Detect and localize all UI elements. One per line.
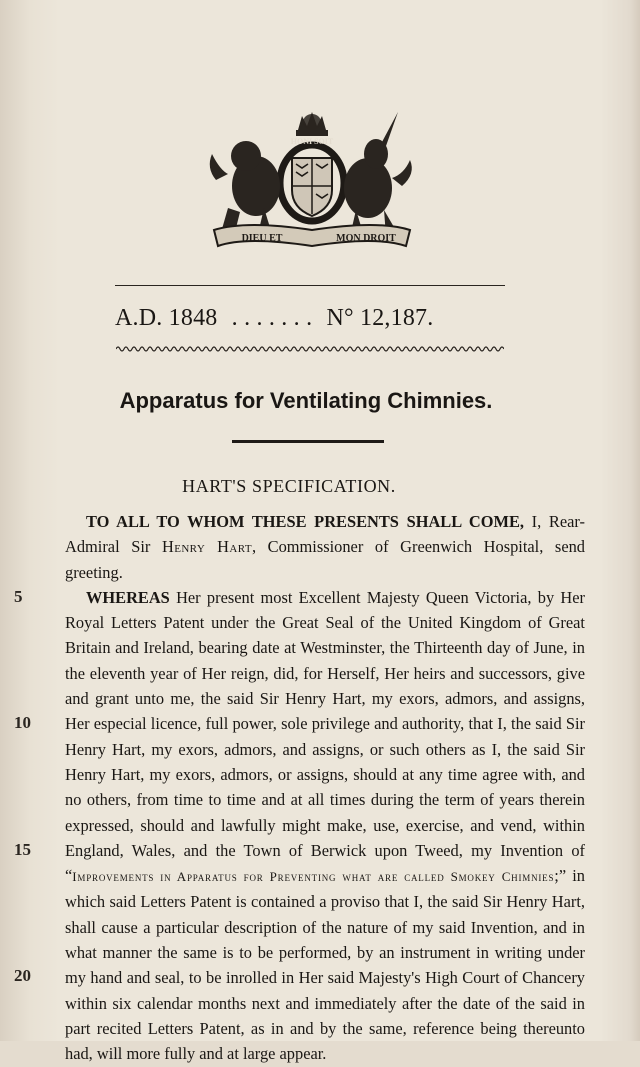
paragraph-preamble (65, 509, 585, 585)
header-rule (115, 285, 505, 286)
invention-title: Improvements in Apparatus for Preventing what are called Smokey Chimnies (72, 869, 555, 885)
wavy-rule (116, 345, 504, 353)
specification-heading: HART'S SPECIFICATION. (182, 476, 396, 496)
document-title: Apparatus for Ventilating Chimnies. (119, 388, 493, 413)
garter-motto-text: HONI SOIT (290, 137, 334, 146)
line-number: 10 (14, 713, 31, 732)
patent-year: A.D. 1848 (115, 305, 218, 331)
royal-coat-of-arms-icon (206, 108, 418, 250)
line-number: 15 (14, 840, 31, 859)
line-number: 5 (14, 587, 23, 606)
title-rule (232, 440, 384, 443)
preamble-lead: TO ALL TO WHOM THESE PRESENTS SHALL COME, (86, 512, 524, 531)
whereas-text: Her present most Excellent Majesty Queen Victoria, by Her Royal Letters Patent under the Great Seal of the United Kingdom of Great Britain and Ireland, bearing date at Westminster, the Thirteenth day of June, in the eleventh year of Her reign, did, for Herself, Her heirs and successors, give and grant unto me, the said Sir Henry Hart, my exors, admors, and assigns, Her especial licence, full power, sole privilege and authority, that I, the said Sir Henry Hart, my exors, admors, and assigns, or such others as I, the said Sir Henry Hart, my exors, admors, or assigns, should at any time agree with, and no others, from time to time and at all times during the term of years therein expressed, should and lawfully might make, use, exercise, and vend, within England, Wales, and the Town of Berwick upon Tweed, my Invention of “ (65, 587, 585, 886)
preamble-text-end: , Commissioner of Greenwich Hospital, send greeting. (65, 537, 585, 582)
patent-number: N° 12,187. (326, 305, 434, 331)
patent-number-line (115, 305, 515, 332)
patentee-name: Henry Hart (161, 537, 252, 557)
whereas-text-end: ;” in which said Letters Patent is contained a proviso that I, the said Sir Henry Hart, shall cause a particular description of the nature of my said Invention, and in what manner the same is to be performed, by an instrument in writing under my hand and seal, to be inrolled in Her said Majesty's High Court of Chancery within six calendar months next and immediately after the date of the said in part recited Letters Patent, as in and by the same, reference being thereunto had, will more fully and at large appear. (65, 866, 585, 1064)
paragraph-whereas (65, 585, 585, 1067)
preamble-text: I, Rear-Admiral Sir (65, 512, 585, 557)
motto-left-text: DIEU ET (241, 233, 283, 244)
line-number: 20 (14, 966, 31, 985)
motto-right-text: MON DROIT (336, 233, 396, 244)
whereas-lead: WHEREAS (86, 587, 170, 607)
specification-body (65, 509, 585, 1067)
leader-dots: . . . . . . . (231, 305, 313, 331)
